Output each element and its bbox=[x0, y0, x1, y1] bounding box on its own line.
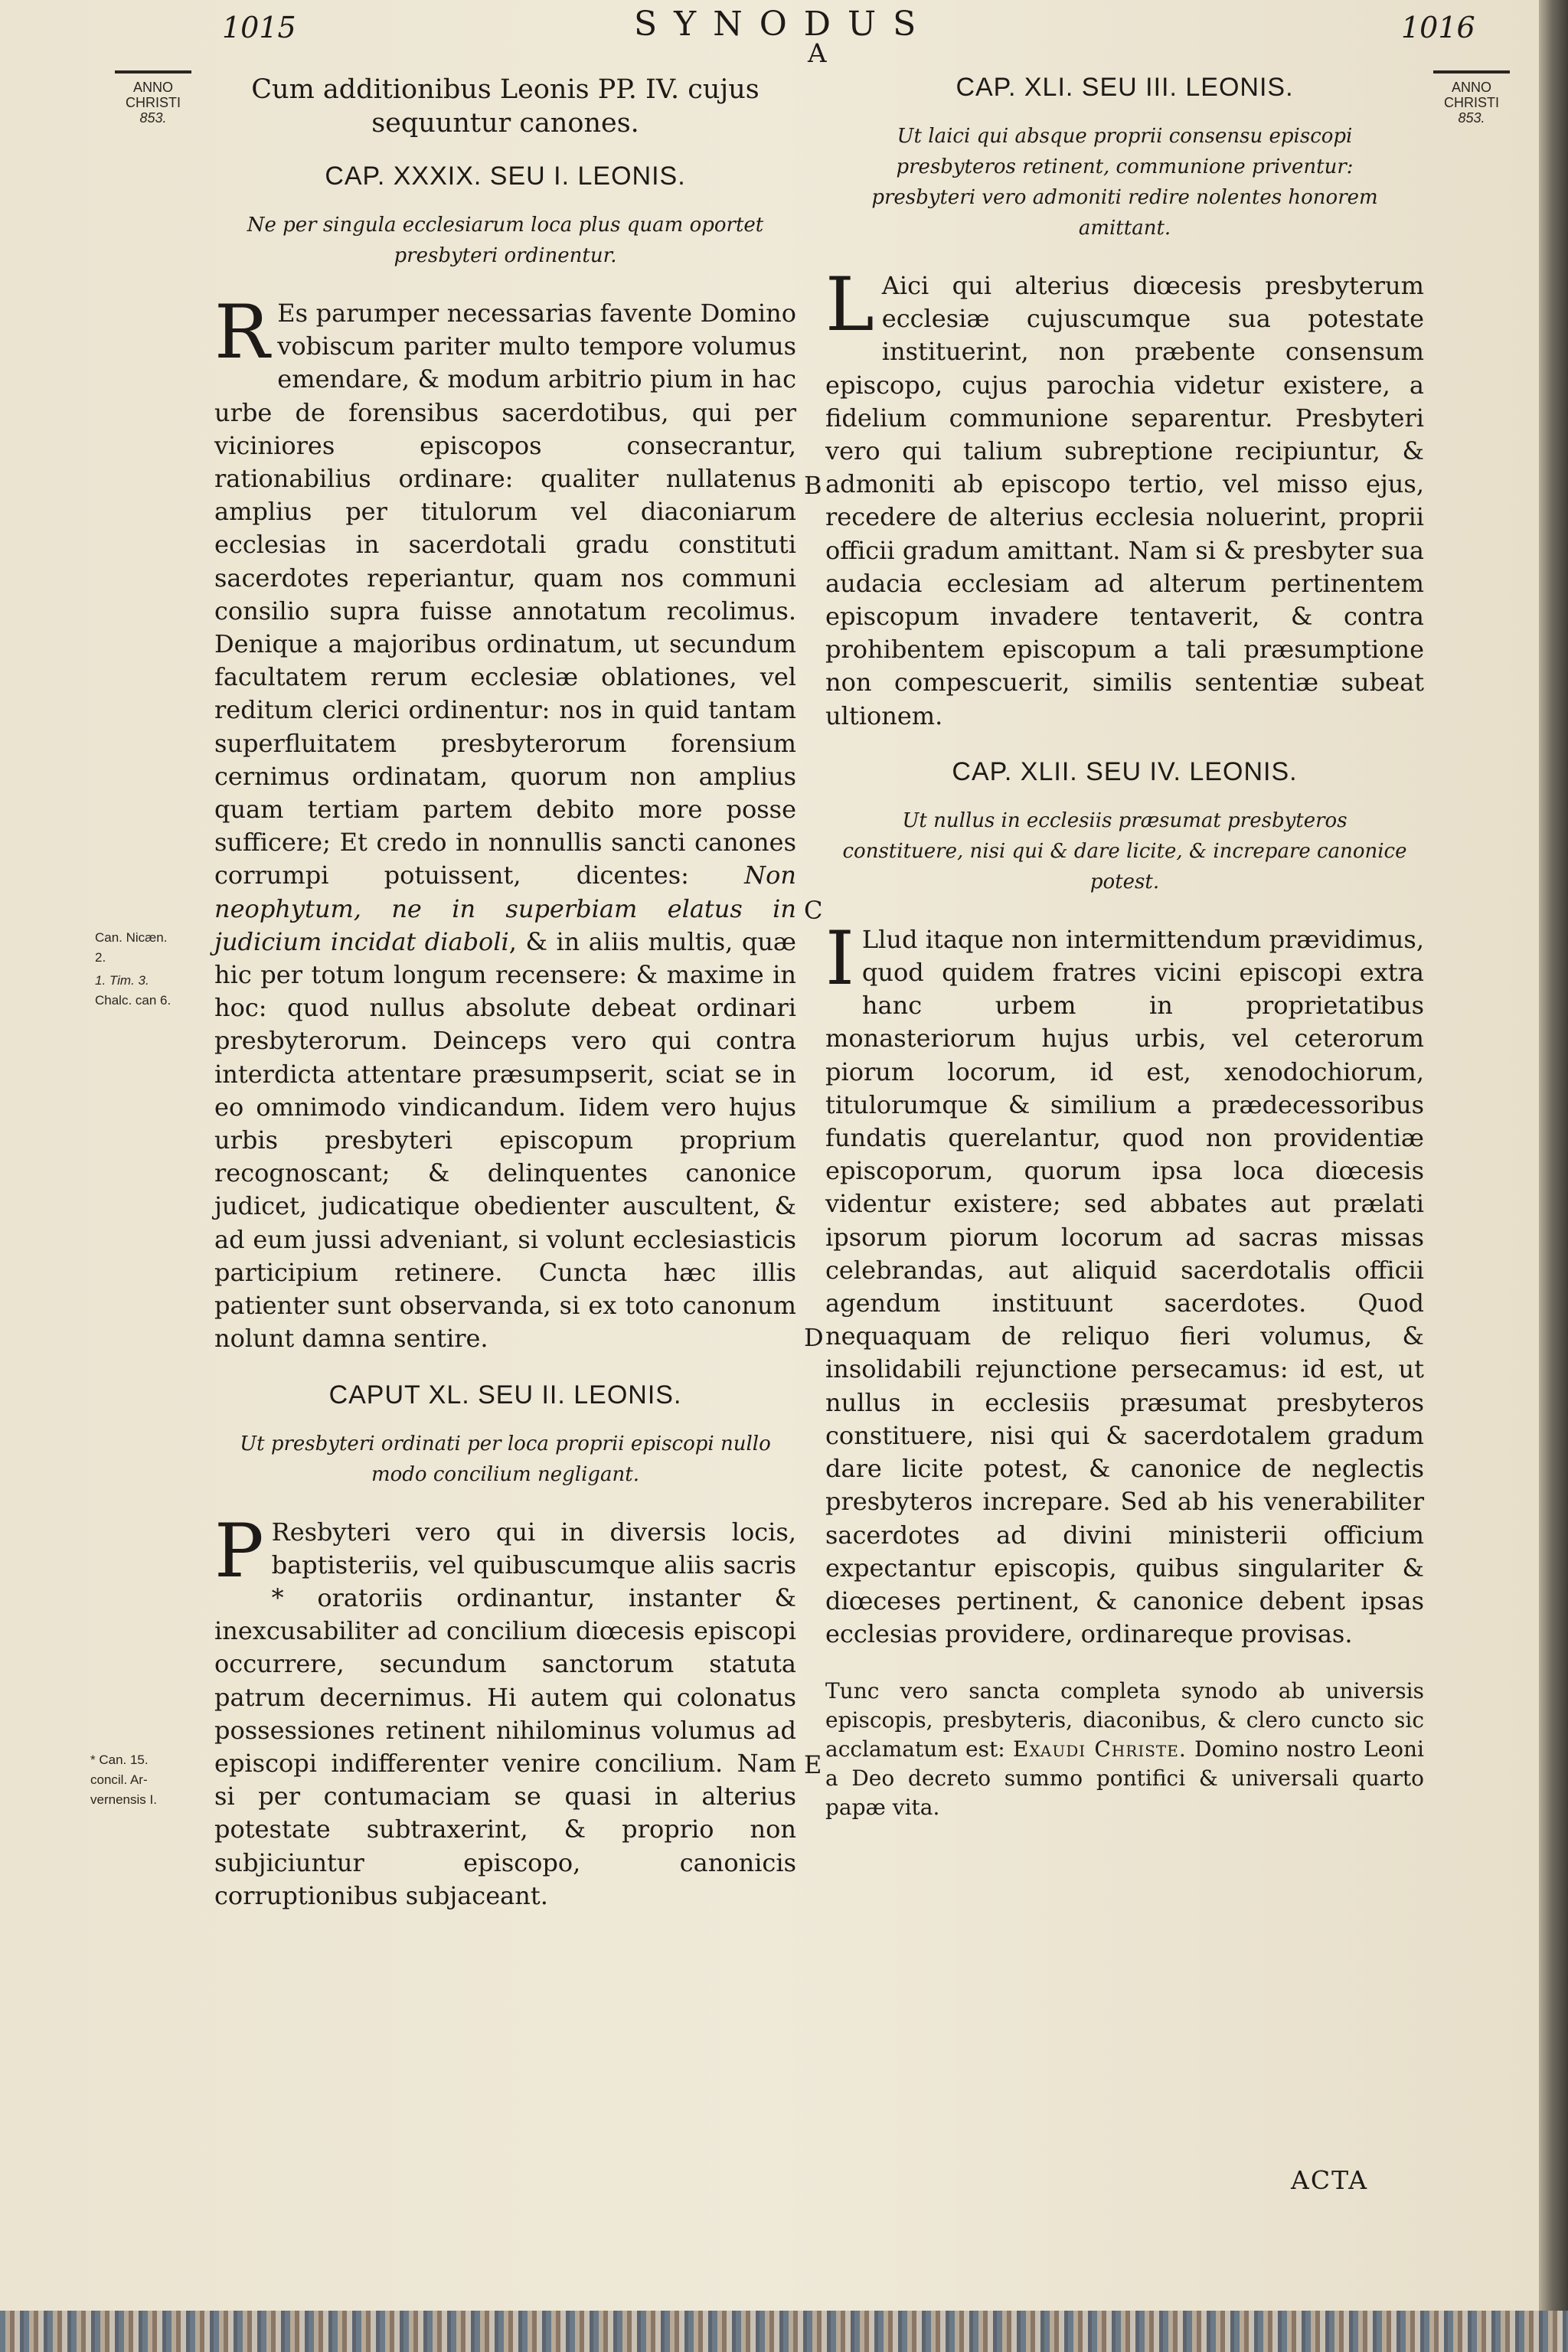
cap42-text-body: Llud itaque non intermittendum prævidimus, quod quidem fratres vicini episcopi extra hanc urbem in proprietatibus monasteriorum hujus urbis, vel ceterorum piorum locorum, id est, xenodochiorum, titulorumque & similium a prædecessoribus fundatis querelantur, quod non providentiæ episcoporum, quorum ipsa loca diœcesis videntur existere; sed abbates aut prælati ipsorum piorum locorum ad sacras missas celebrandas, aut aliquid sacerdotalis officii agendum instituunt sacerdotes. Quod nequaquam de reliquo fieri volumus, & insolidabili rejunctione persecamus: id est, ut nullus in ecclesiis præsumat presbyteros constituere, nisi qui & sacerdotalem gradum dare licite potest, & canonice de neglectis presbyteros increpare. Sed ab his venerabiliter sacerdotes ad divini ministerii officium expectantur episcopis, quibus singulariter & diœceses pertinent, & canonice debent ipsas ecclesias providere, ordinareque provisas. bbox=[825, 924, 1424, 1649]
cap40-dropcap: P bbox=[214, 1508, 264, 1594]
cap41-title: CAP. XLI. SEU III. LEONIS. bbox=[956, 73, 1294, 102]
closing-acclamation: Exaudi Christe. bbox=[1012, 1736, 1187, 1762]
page-number-right: 1016 bbox=[1401, 11, 1475, 44]
section-letter-a: A bbox=[808, 38, 827, 69]
cap39-subtitle: Ne per singula ecclesiarum loca plus quam oportet presbyteri ordinentur. bbox=[247, 214, 764, 267]
anno-rule-right bbox=[1433, 70, 1510, 74]
section-letter-c: C bbox=[804, 896, 823, 925]
cap42-title: CAP. XLII. SEU IV. LEONIS. bbox=[952, 756, 1298, 786]
left-column bbox=[214, 73, 796, 1913]
right-column bbox=[825, 73, 1424, 1822]
margin-note-2-line-2: Chalc. can 6. bbox=[95, 993, 172, 1008]
table-surface-edge bbox=[0, 2311, 1568, 2352]
anno-label-left: ANNO CHRISTI bbox=[126, 80, 181, 110]
closing-paragraph bbox=[825, 1677, 1424, 1822]
section-letter-b: B bbox=[804, 471, 822, 500]
cap42-dropcap: I bbox=[825, 915, 854, 1001]
cap39-text bbox=[214, 289, 797, 1356]
anno-year-right: 853. bbox=[1458, 110, 1485, 126]
intro-line-2: sequuntur canones. bbox=[371, 108, 639, 139]
anno-christi-left bbox=[107, 70, 199, 126]
margin-note-1-line-1: Can. Nicæn. bbox=[95, 930, 168, 945]
closing-text-a: Tunc vero sancta completa synodo ab universis episcopis, presbyteris, diaconibus, & clero cuncto sic acclamatum est: bbox=[825, 1678, 1424, 1762]
catchword: ACTA bbox=[1291, 2165, 1369, 2195]
cap40-title: CAPUT XL. SEU II. LEONIS. bbox=[328, 1380, 682, 1410]
margin-note-3-line-3: vernensis I. bbox=[90, 1792, 157, 1807]
cap42-text bbox=[825, 915, 1424, 1651]
cap41-text bbox=[825, 262, 1424, 733]
cap41-subtitle: Ut laici qui absque proprii consensu episcopi presbyteros retinent, communione priventur: presbyteri vero admoniti redire nolentes honorem amittant. bbox=[871, 125, 1378, 240]
cap40-text-body: Resbyteri vero qui in diversis locis, baptisteriis, vel quibuscumque aliis sacris * oratoriis ordinantur, instanter & inexcusabiliter ad concilium diœcesis episcopi occurrere, secundum sanctorum statuta patrum decernimus. Hi autem qui colonatus possessiones retinent nihilominus volumus ad episcopi indifferenter venire concilium. Nam si per contumaciam se quasi in alterius potestate subtraxerint, & proprio non subjiciuntur episcopo, canonicis corruptionibus subjaceant. bbox=[214, 1517, 796, 1910]
closing-text-b: Domino nostro Leoni a Deo decreto summo pontifici & universali quarto papæ vita. bbox=[825, 1736, 1425, 1821]
cap40-text bbox=[214, 1508, 796, 1913]
book-spine-shadow bbox=[1539, 0, 1568, 2352]
anno-year-left: 853. bbox=[139, 110, 167, 126]
cap40-subtitle: Ut presbyteri ordinati per loca proprii episcopi nullo modo concilium negligant. bbox=[240, 1432, 771, 1486]
margin-note-1-line-2: 2. bbox=[95, 950, 106, 965]
section-letter-d: D bbox=[804, 1323, 824, 1352]
cap39-title: CAP. XXXIX. SEU I. LEONIS. bbox=[325, 162, 686, 191]
margin-note-nicaea bbox=[95, 928, 202, 968]
margin-note-3-line-2: concil. Ar- bbox=[90, 1772, 148, 1787]
anno-rule-left bbox=[115, 70, 191, 74]
section-letter-e: E bbox=[804, 1750, 822, 1779]
margin-note-2-line-1: 1. Tim. 3. bbox=[95, 973, 149, 988]
cap39-dropcap: R bbox=[214, 289, 270, 375]
anno-label-right: ANNO CHRISTI bbox=[1444, 80, 1499, 110]
cap42-subtitle: Ut nullus in ecclesiis præsumat presbyteros constituere, nisi qui & dare licite, & increpare canonice potest. bbox=[842, 808, 1407, 893]
running-title: SYNODUS bbox=[634, 5, 933, 44]
intro-line-1: Cum additionibus Leonis PP. IV. cujus bbox=[251, 74, 760, 105]
margin-note-timothy bbox=[95, 971, 202, 1011]
cap39-text-a: Es parumper necessarias favente Domino vobiscum pariter multo tempore volumus emendare, & modum arbitrio pium in hac urbe de forensibus sacerdotibus, qui per viciniores episcopos consecrantur, rationabilius ordinare: qualiter nullatenus amplius per titulorum vel diaconiarum ecclesias in sacerdotali gradu constituti sacerdotes reperiantur, quam nos communi consilio supra fuisse annotatum recolimus. Denique a majoribus ordinatum, ut secundum facultatem rerum ecclesiæ oblationes, vel reditum clerici ordinentur: nos in quid tantam superfluitatem presbyterorum forensium cernimus ordinatam, quorum non amplius quam tertiam partem debito more posse sufficere; Et credo in nonnullis sancti canones corrumpi potuissent, dicentes: bbox=[214, 299, 796, 890]
cap39-quote: Non neophytum, ne in superbiam elatus in judicium incidat diaboli bbox=[214, 861, 796, 956]
cap41-text-body: Aici qui alterius diœcesis presbyterum ecclesiæ cujuscumque sua potestate instituerint, non præbente consensum episcopo, cujus parochia videtur existere, a fidelium communione separentur. Presbyteri vero qui talium subreptione recipiuntur, & admoniti ab episcopo tertio, vel misso ejus, recedere de alterius ecclesia noluerint, proprii officii gradum amittant. Nam si & presbyter sua audacia ecclesiam ad alterum pertinentem episcopum invadere tentaverit, & contra prohibentem episcopum a tali præsumptione non compescuerit, similis sententiæ subeat ultionem. bbox=[825, 271, 1424, 730]
cap39-text-b: , & in aliis multis, quæ hic per totum longum recensere: & maxime in hoc: quod nullus absolute debeat ordinari presbyterorum. Deinceps vero qui contra interdicta attentare præsumpserit, sciat se in eo omnimodo vindicandum. Iidem vero hujus urbis presbyteri episcopum proprium recognoscant; & delinquentes canonice judicet, judicatique obedienter auscultent, & ad eum jussi adveniant, si volunt ecclesiasticis participium retinere. Cuncta hæc illis patienter sunt observanda, si ex toto canonum nolunt damna sentire. bbox=[214, 926, 797, 1354]
margin-note-arvernensis bbox=[90, 1750, 198, 1810]
cap41-dropcap: L bbox=[825, 262, 874, 348]
margin-note-3-line-1: * Can. 15. bbox=[90, 1753, 149, 1767]
page-number-left: 1015 bbox=[222, 11, 296, 44]
anno-christi-right bbox=[1426, 70, 1517, 126]
